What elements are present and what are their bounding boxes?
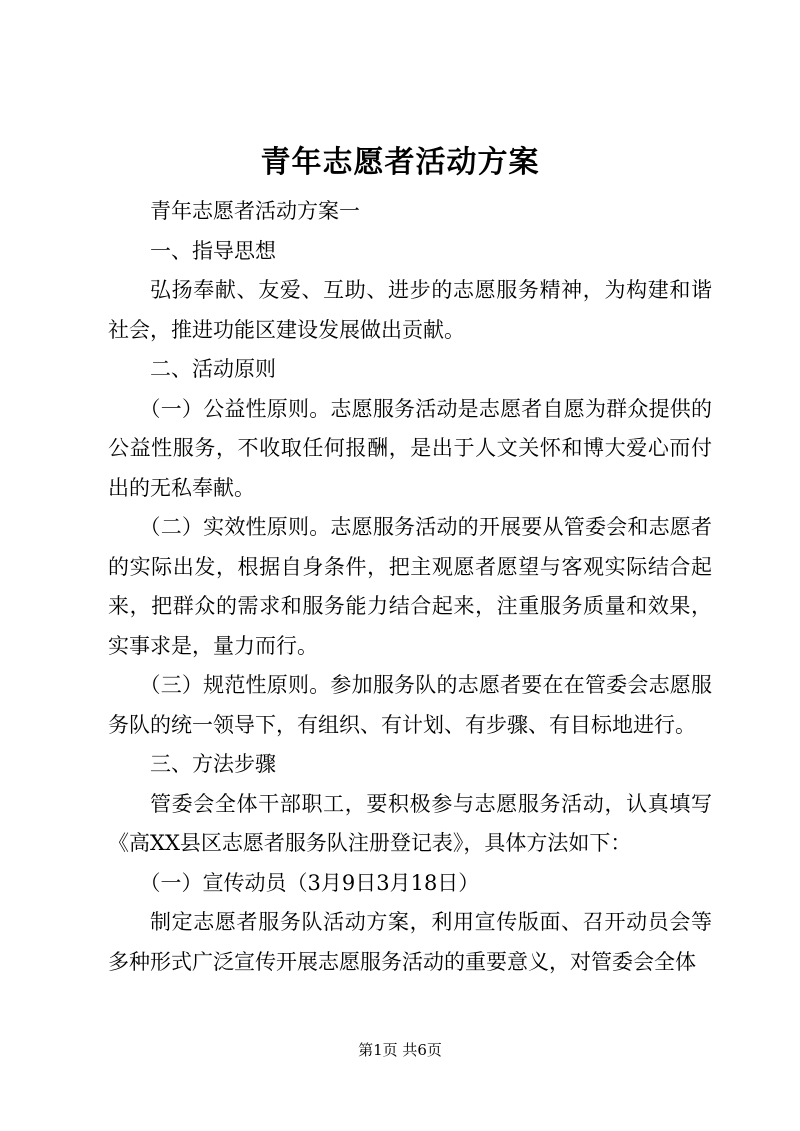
section-heading: 青年志愿者活动方案一 xyxy=(150,199,360,223)
body-paragraph: （二）实效性原则。志愿服务活动的开展要从管委会和志愿者的实际出发，根据自身条件，把主观愿者愿望与客观实际结合起来，把群众的需求和服务能力结合起来，注重服务质量和效果，实事求是，量力而行。 xyxy=(108,515,712,658)
document-title: 青年志愿者活动方案 xyxy=(260,145,540,180)
page-number-footer: 第1页 共6页 xyxy=(358,1041,442,1059)
body-paragraph: （三）规范性原则。参加服务队的志愿者要在在管委会志愿服务队的统一领导下，有组织、有计划、有步骤、有目标地进行。 xyxy=(108,673,712,737)
body-paragraph: 弘扬奉献、友爱、互助、进步的志愿服务精神，为构建和谐社会，推进功能区建设发展做出贡献。 xyxy=(108,278,712,342)
body-paragraph: 管委会全体干部职工，要积极参与志愿服务活动，认真填写《高XX县区志愿者服务队注册登记表》，具体方法如下： xyxy=(108,791,712,855)
sub-heading: （一）宣传动员（3月9日3月18日） xyxy=(139,870,480,895)
section-heading: 二、活动原则 xyxy=(150,357,276,381)
body-paragraph: （一）公益性原则。志愿服务活动是志愿者自愿为群众提供的公益性服务，不收取任何报酬，是出于人文关怀和博大爱心而付出的无私奉献。 xyxy=(108,396,712,500)
section-heading: 一、指导思想 xyxy=(150,238,276,263)
document-body xyxy=(108,192,712,982)
body-paragraph: 制定志愿者服务队活动方案，利用宣传版面、召开动员会等多种形式广泛宣传开展志愿服务活动的重要意义，对管委会全体 xyxy=(108,910,712,974)
section-heading: 三、方法步骤 xyxy=(150,752,276,776)
